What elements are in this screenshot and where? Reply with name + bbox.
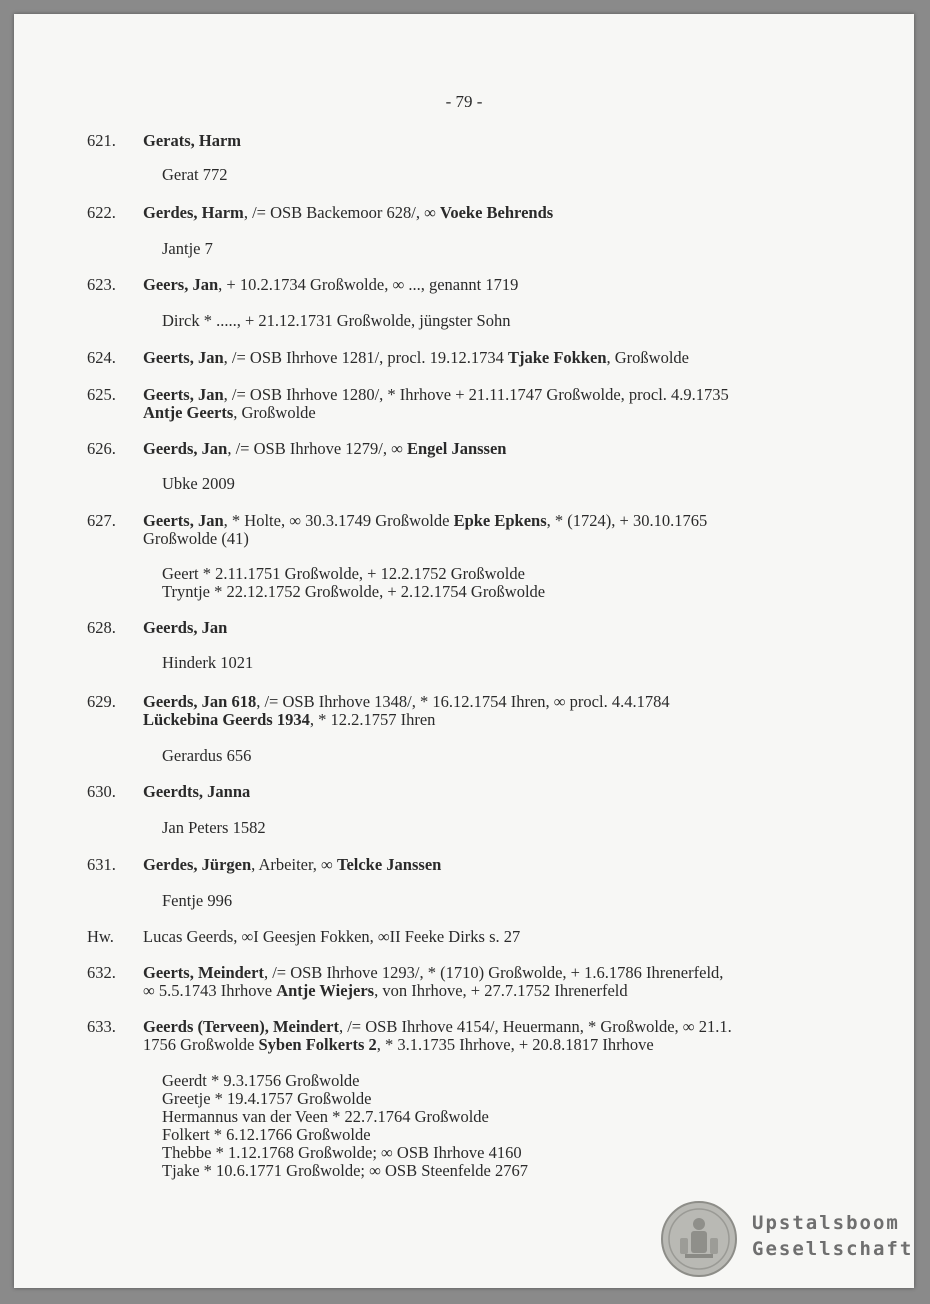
entry-name: Antje Geerts [143, 403, 234, 422]
entry-text: , Arbeiter, ∞ [251, 855, 337, 874]
entry-text: , /= OSB Backemoor 628/, ∞ [243, 203, 440, 222]
entry-child: Gerardus 656 [162, 746, 252, 765]
entry-name: Tjake Fokken [507, 348, 607, 367]
entry-heading [143, 928, 843, 946]
entry-number: 624. [87, 348, 116, 367]
entry-name: Telcke Janssen [336, 855, 442, 874]
seal-icon [660, 1200, 738, 1278]
entry-name: Engel Janssen [407, 439, 507, 458]
entry-name: Gerdes, Harm [143, 203, 244, 222]
entry-text: , * Holte, ∞ 30.3.1749 Großwolde [223, 511, 454, 530]
entry-name: Geerds, Jan [143, 618, 228, 637]
entry-text: , + 10.2.1734 Großwolde, ∞ ..., genannt 1719 [218, 275, 519, 294]
entry-child: Gerat 772 [162, 165, 228, 184]
entry-name: Gerdes, Jürgen [143, 855, 252, 874]
entry-text: ∞ 5.5.1743 Ihrhove [143, 981, 277, 1000]
entry-heading [143, 204, 843, 222]
entry-child: Greetje * 19.4.1757 Großwolde [162, 1089, 372, 1108]
entry-number: Hw. [87, 927, 114, 946]
entry-child: Jantje 7 [162, 239, 213, 258]
entry-text: 1756 Großwolde [143, 1035, 259, 1054]
entry-name: Voeke Behrends [439, 203, 554, 222]
entry-text: , /= OSB Ihrhove 1293/, * (1710) Großwolde, + 1.6.1786 Ihrenerfeld, [263, 963, 724, 982]
entry-name: Epke Epkens [453, 511, 547, 530]
entry-heading [143, 964, 843, 1000]
document-page [14, 14, 914, 1288]
logo-line-2: Gesellschaft [752, 1238, 914, 1260]
society-logo [660, 1200, 914, 1280]
entry-name: Geers, Jan [143, 275, 219, 294]
entry-heading [143, 856, 843, 874]
entry-heading [143, 1018, 843, 1054]
entry-number: 628. [87, 618, 116, 637]
entry-child: Hermannus van der Veen * 22.7.1764 Großwolde [162, 1107, 489, 1126]
entry-text: , Großwolde [233, 403, 316, 422]
entry-heading [143, 783, 843, 801]
entry-text: , von Ihrhove, + 27.7.1752 Ihrenerfeld [374, 981, 628, 1000]
entry-text: Lucas Geerds, ∞I Geesjen Fokken, ∞II Feeke Dirks s. 27 [143, 927, 521, 946]
entry-name: Gerats, Harm [143, 131, 242, 150]
entry-heading [143, 349, 843, 367]
entry-child: Geerdt * 9.3.1756 Großwolde [162, 1071, 360, 1090]
entry-name: Geerds (Terveen), Meindert [143, 1017, 339, 1036]
entry-name: Geerds, Jan 618 [143, 692, 257, 711]
entry-text: , * 3.1.1735 Ihrhove, + 20.8.1817 Ihrhove [376, 1035, 654, 1054]
entry-number: 627. [87, 511, 116, 530]
entry-heading [143, 386, 843, 422]
entry-name: Geerts, Meindert [143, 963, 264, 982]
entry-child: Tjake * 10.6.1771 Großwolde; ∞ OSB Steenfelde 2767 [162, 1161, 528, 1180]
entry-name: Geerts, Jan [143, 511, 224, 530]
entry-number: 626. [87, 439, 116, 458]
entry-heading [143, 440, 843, 458]
entry-heading [143, 619, 843, 637]
entry-text: , /= OSB Ihrhove 1281/, procl. 19.12.1734 [223, 348, 508, 367]
entry-child: Dirck * ....., + 21.12.1731 Großwolde, jüngster Sohn [162, 311, 511, 330]
entry-child: Jan Peters 1582 [162, 818, 266, 837]
entry-number: 633. [87, 1017, 116, 1036]
entry-child: Folkert * 6.12.1766 Großwolde [162, 1125, 371, 1144]
entry-number: 630. [87, 782, 116, 801]
entry-name: Geerdts, Janna [143, 782, 251, 801]
entry-text: , * 12.2.1757 Ihren [309, 710, 436, 729]
entry-name: Geerts, Jan [143, 348, 224, 367]
entry-child: Ubke 2009 [162, 474, 235, 493]
entry-child: Tryntje * 22.12.1752 Großwolde, + 2.12.1754 Großwolde [162, 582, 546, 601]
entry-name: Antje Wiejers [276, 981, 375, 1000]
entry-child: Fentje 996 [162, 891, 233, 910]
entry-name: Syben Folkerts 2 [258, 1035, 377, 1054]
entry-name: Geerds, Jan [143, 439, 228, 458]
entry-number: 621. [87, 131, 116, 150]
entry-heading [143, 132, 843, 150]
entry-text: , /= OSB Ihrhove 1348/, * 16.12.1754 Ihren, ∞ procl. 4.4.1784 [256, 692, 670, 711]
entry-heading [143, 512, 843, 548]
entry-heading [143, 276, 843, 294]
entry-child: Hinderk 1021 [162, 653, 254, 672]
entry-number: 623. [87, 275, 116, 294]
entry-number: 622. [87, 203, 116, 222]
entry-text: , /= OSB Ihrhove 1280/, * Ihrhove + 21.11.1747 Großwolde, procl. 4.9.1735 [223, 385, 729, 404]
entry-number: 631. [87, 855, 116, 874]
entry-text: , /= OSB Ihrhove 1279/, ∞ [227, 439, 407, 458]
entry-number: 629. [87, 692, 116, 711]
entry-text: , * (1724), + 30.10.1765 [546, 511, 708, 530]
page-number: - 79 - [445, 92, 483, 111]
entry-text: Großwolde (41) [143, 529, 249, 548]
logo-line-1: Upstalsboom [752, 1212, 900, 1234]
entry-number: 632. [87, 963, 116, 982]
entry-child: Thebbe * 1.12.1768 Großwolde; ∞ OSB Ihrhove 4160 [162, 1143, 522, 1162]
entry-child: Geert * 2.11.1751 Großwolde, + 12.2.1752 Großwolde [162, 564, 525, 583]
entry-text: , Großwolde [606, 348, 689, 367]
entry-text: , /= OSB Ihrhove 4154/, Heuermann, * Großwolde, ∞ 21.1. [338, 1017, 732, 1036]
entry-number: 625. [87, 385, 116, 404]
entry-name: Lückebina Geerds 1934 [143, 710, 310, 729]
entry-name: Geerts, Jan [143, 385, 224, 404]
entry-heading [143, 693, 843, 729]
